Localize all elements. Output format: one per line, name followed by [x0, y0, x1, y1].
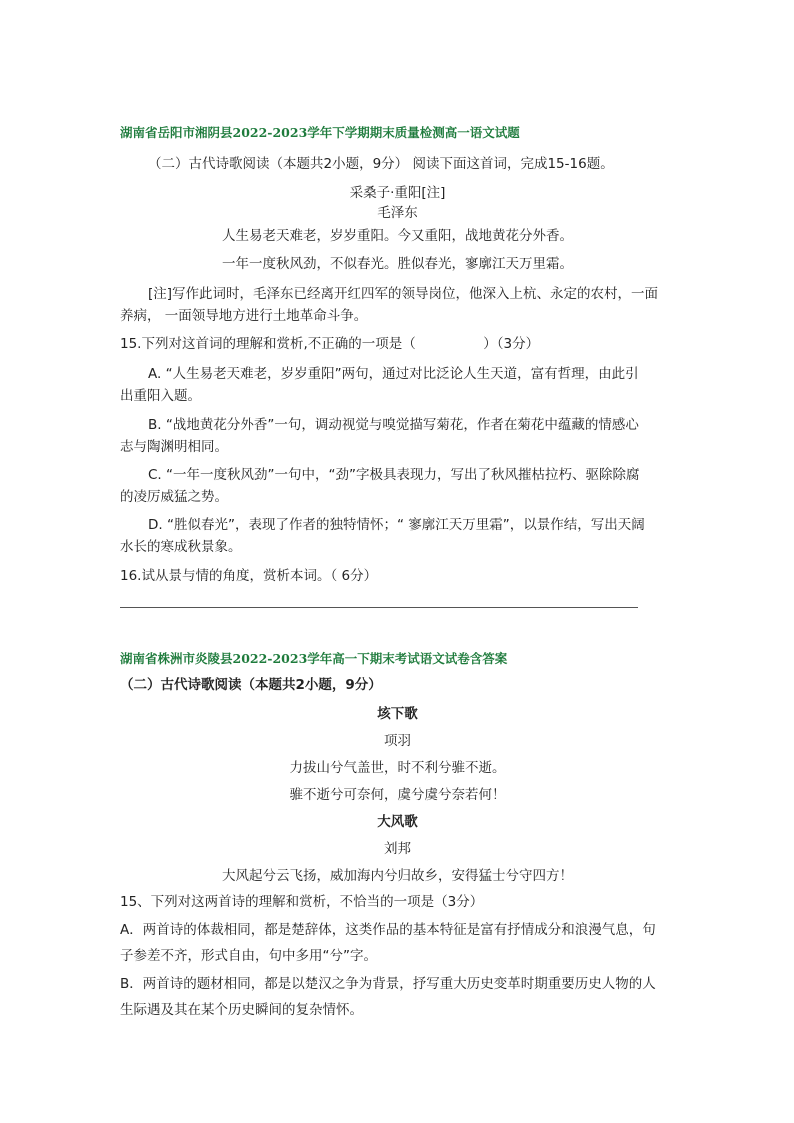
option-b: B．两首诗的题材相同，都是以楚汉之争为背景，抒写重大历史变革时期重要历史人物的人 — [120, 976, 656, 992]
section2-intro: （二）古代诗歌阅读（本题共2小题，9分） — [120, 677, 382, 693]
question-15: 15.下列对这首词的理解和赏析,不正确的一项是（ ）（3分） — [120, 336, 540, 352]
poem-line: 一年一度秋风劲，不似春光。胜似春光，寥廓江天万里霜。 — [222, 256, 573, 272]
poem-line: 人生易老天难老，岁岁重阳。今又重阳，战地黄花分外香。 — [222, 228, 573, 244]
note-text: [注]写作此词时，毛泽东已经离开红四军的领导岗位，他深入上杭、永定的农村，一面 — [148, 286, 659, 302]
poem2-title: 大风歌 — [377, 814, 418, 830]
option-a-cont: 出重阳入题。 — [120, 388, 201, 404]
option-b-cont: 生际遇及其在某个历史瞬间的复杂情怀。 — [120, 1002, 363, 1018]
poem-line: 大风起兮云飞扬，威加海内兮归故乡，安得猛士兮守四方！ — [222, 868, 573, 884]
poem1-title: 垓下歌 — [377, 706, 418, 722]
option-a: A．两首诗的体裁相同，都是楚辞体，这类作品的基本特征是富有抒情成分和浪漫气息，句 — [120, 922, 656, 938]
question-15: 15、下列对这两首诗的理解和赏析，不恰当的一项是（3分） — [120, 894, 484, 910]
poem-title: 采桑子·重阳[注] — [349, 185, 446, 201]
question-16: 16.试从景与情的角度，赏析本词。（ 6分） — [120, 568, 378, 584]
poem2-author: 刘邦 — [384, 841, 411, 857]
option-a-cont: 子参差不齐，形式自由，句中多用“兮”字。 — [120, 948, 377, 964]
poem-line: 骓不逝兮可奈何，虞兮虞兮奈若何！ — [289, 787, 506, 803]
option-b: B. “战地黄花分外香”一句，调动视觉与嗅觉描写菊花，作者在菊花中蕴藏的情感心 — [148, 417, 639, 433]
option-d-cont: 水长的寒成秋景象。 — [120, 539, 242, 555]
section2-heading: 湖南省株洲市炎陵县2022-2023学年高一下期末考试语文试卷含答案 — [120, 651, 508, 666]
note-text: 养病， 一面领导地方进行土地革命斗争。 — [120, 308, 368, 324]
section1-intro: （二）古代诗歌阅读（本题共2小题，9分） 阅读下面这首词，完成15-16题。 — [148, 156, 614, 172]
option-c: C. “一年一度秋风劲”一句中，“劲”字极具表现力，写出了秋风摧枯拉朽、驱除除腐 — [148, 467, 640, 483]
poem-author: 毛泽东 — [377, 205, 418, 221]
option-d: D. “胜似春光”，表现了作者的独特情怀；“ 寥廓江天万里霜”，以景作结，写出天阔 — [148, 517, 645, 533]
answer-line — [120, 607, 638, 608]
option-b-cont: 志与陶渊明相同。 — [120, 439, 228, 455]
section1-heading: 湖南省岳阳市湘阴县2022-2023学年下学期期末质量检测高一语文试题 — [120, 125, 520, 140]
poem-line: 力拔山兮气盖世，时不利兮骓不逝。 — [289, 760, 506, 776]
poem1-author: 项羽 — [384, 733, 411, 749]
option-c-cont: 的凌厉威猛之势。 — [120, 489, 228, 505]
option-a: A. “人生易老天难老，岁岁重阳”两句，通过对比泛论人生天道，富有哲理，由此引 — [148, 366, 639, 382]
